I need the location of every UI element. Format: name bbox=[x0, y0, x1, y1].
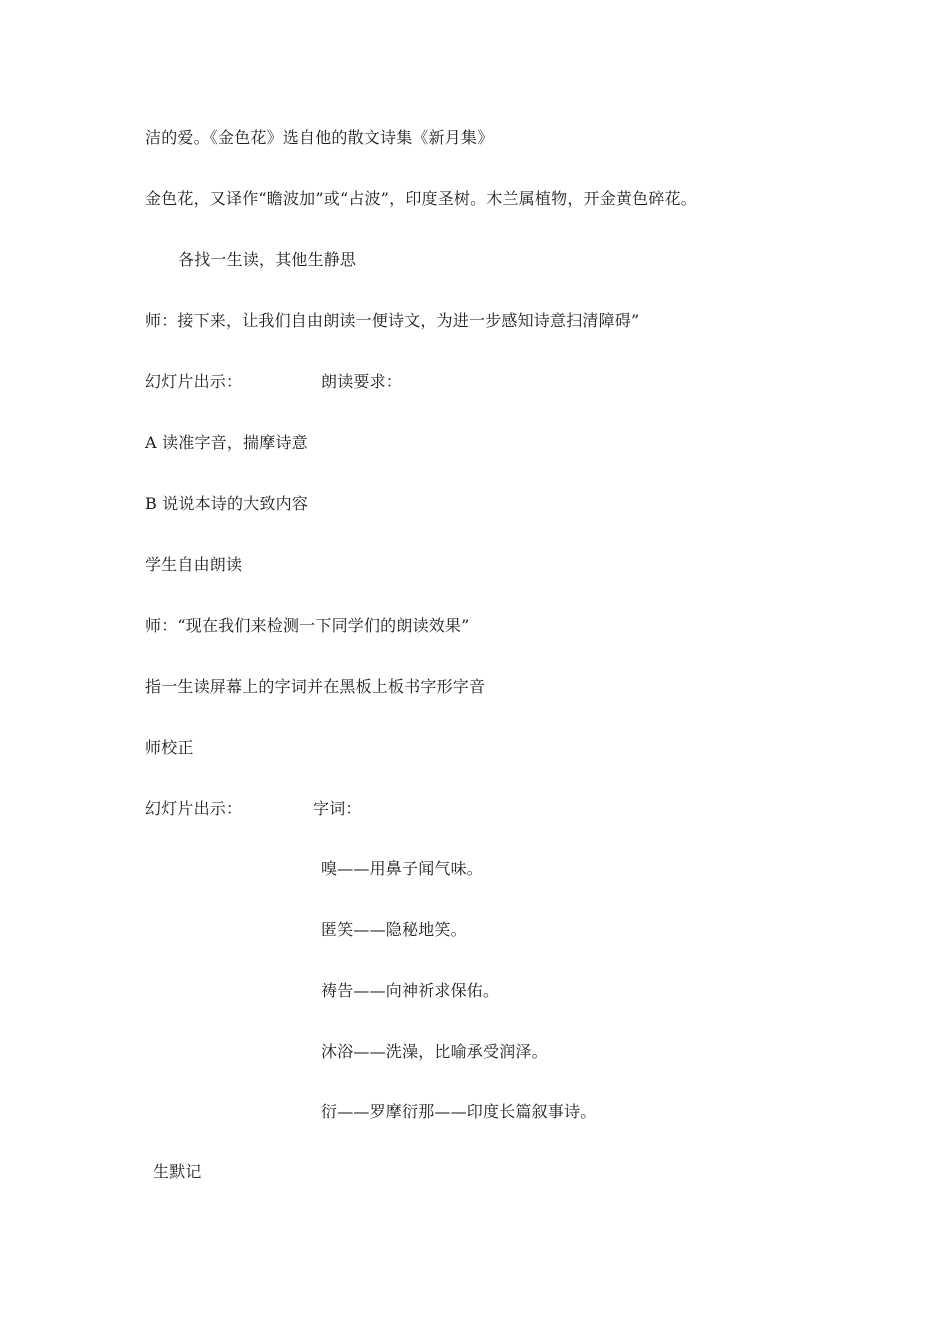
paragraph-line: 生默记 bbox=[153, 1162, 202, 1181]
vocab-item: 匿笑——隐秘地笑。 bbox=[321, 920, 467, 939]
slide-label: 幻灯片出示： bbox=[145, 799, 243, 818]
vocab-item: 衍——罗摩衍那——印度长篇叙事诗。 bbox=[321, 1102, 597, 1121]
paragraph-line: 师：“现在我们来检测一下同学们的朗读效果” bbox=[145, 616, 470, 635]
slide-heading: 朗读要求： bbox=[321, 372, 403, 391]
requirement-item: A 读准字音，揣摩诗意 bbox=[145, 433, 308, 452]
paragraph-line: 师：接下来，让我们自由朗读一便诗文，为进一步感知诗意扫清障碍” bbox=[145, 311, 640, 330]
paragraph-line: 金色花，又译作“瞻波加”或“占波”，印度圣树。木兰属植物，开金黄色碎花。 bbox=[145, 189, 697, 208]
paragraph-line: 学生自由朗读 bbox=[145, 555, 243, 574]
requirement-item: B 说说本诗的大致内容 bbox=[145, 494, 309, 513]
paragraph-line: 洁的爱。《金色花》选自他的散文诗集《新月集》 bbox=[145, 128, 494, 147]
slide-heading: 字词： bbox=[313, 799, 362, 818]
vocab-item: 嗅——用鼻子闻气味。 bbox=[321, 859, 484, 878]
paragraph-line: 各找一生读，其他生静思 bbox=[178, 250, 357, 269]
paragraph-line: 指一生读屏幕上的字词并在黑板上板书字形字音 bbox=[145, 677, 486, 696]
slide-label: 幻灯片出示： bbox=[145, 372, 243, 391]
paragraph-line: 师校正 bbox=[145, 738, 194, 757]
vocab-item: 祷告——向神祈求保佑。 bbox=[321, 981, 500, 1000]
vocab-item: 沐浴——洗澡，比喻承受润泽。 bbox=[321, 1042, 548, 1061]
